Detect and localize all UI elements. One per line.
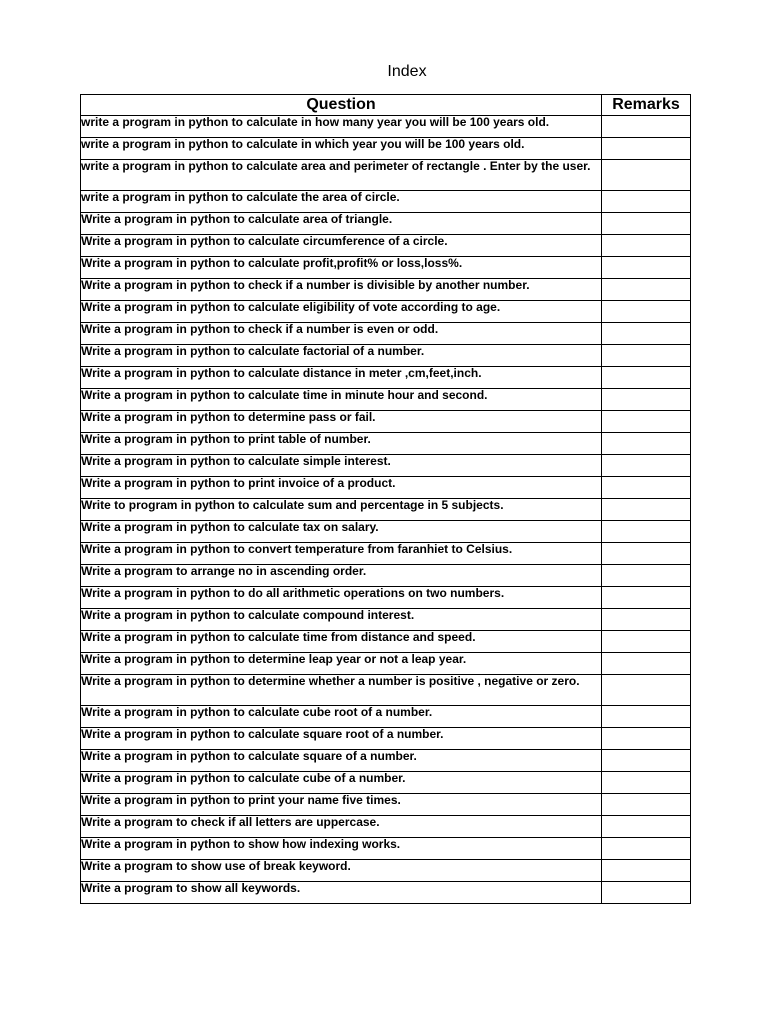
- question-cell: Write a program in python to check if a number is divisible by another number.: [81, 279, 602, 301]
- table-row: [81, 521, 691, 543]
- table-row: [81, 411, 691, 433]
- remarks-cell: [602, 565, 691, 587]
- table-row: [81, 367, 691, 389]
- table-row: [81, 728, 691, 750]
- remarks-cell: [602, 213, 691, 235]
- table-row: [81, 433, 691, 455]
- question-cell: write a program in python to calculate in how many year you will be 100 years old.: [81, 116, 602, 138]
- question-cell: Write a program in python to calculate square root of a number.: [81, 728, 602, 750]
- table-row: [81, 279, 691, 301]
- question-cell: Write a program in python to calculate area of triangle.: [81, 213, 602, 235]
- question-cell: Write a program in python to calculate profit,profit% or loss,loss%.: [81, 257, 602, 279]
- remarks-cell: [602, 728, 691, 750]
- remarks-cell: [602, 706, 691, 728]
- table-row: [81, 631, 691, 653]
- table-row: [81, 750, 691, 772]
- question-column-header: Question: [81, 95, 602, 116]
- table-row: [81, 345, 691, 367]
- question-cell: Write a program to arrange no in ascending order.: [81, 565, 602, 587]
- remarks-cell: [602, 116, 691, 138]
- table-row: [81, 860, 691, 882]
- question-cell: write a program in python to calculate in which year you will be 100 years old.: [81, 138, 602, 160]
- question-cell: Write a program in python to determine leap year or not a leap year.: [81, 653, 602, 675]
- question-cell: Write a program in python to calculate factorial of a number.: [81, 345, 602, 367]
- table-row: [81, 675, 691, 706]
- question-cell: Write a program in python to show how indexing works.: [81, 838, 602, 860]
- table-row: [81, 116, 691, 138]
- question-cell: Write a program in python to calculate circumference of a circle.: [81, 235, 602, 257]
- table-row: [81, 191, 691, 213]
- question-cell: Write a program in python to determine pass or fail.: [81, 411, 602, 433]
- question-cell: Write a program in python to do all arithmetic operations on two numbers.: [81, 587, 602, 609]
- table-row: [81, 838, 691, 860]
- table-row: [81, 587, 691, 609]
- index-table: [80, 94, 691, 904]
- remarks-column-header: Remarks: [602, 95, 691, 116]
- table-row: [81, 794, 691, 816]
- question-cell: Write a program in python to print your name five times.: [81, 794, 602, 816]
- question-cell: Write a program in python to calculate distance in meter ,cm,feet,inch.: [81, 367, 602, 389]
- remarks-cell: [602, 816, 691, 838]
- remarks-cell: [602, 301, 691, 323]
- remarks-cell: [602, 609, 691, 631]
- question-cell: Write a program in python to determine whether a number is positive , negative or zero.: [81, 675, 602, 706]
- remarks-cell: [602, 543, 691, 565]
- remarks-cell: [602, 138, 691, 160]
- table-row: [81, 477, 691, 499]
- remarks-cell: [602, 772, 691, 794]
- table-row: [81, 772, 691, 794]
- remarks-cell: [602, 838, 691, 860]
- remarks-cell: [602, 499, 691, 521]
- remarks-cell: [602, 323, 691, 345]
- remarks-cell: [602, 191, 691, 213]
- table-row: [81, 257, 691, 279]
- remarks-cell: [602, 882, 691, 904]
- remarks-cell: [602, 860, 691, 882]
- remarks-cell: [602, 345, 691, 367]
- table-body: [81, 116, 691, 904]
- remarks-cell: [602, 279, 691, 301]
- table-row: [81, 455, 691, 477]
- table-row: [81, 160, 691, 191]
- question-cell: Write a program in python to calculate compound interest.: [81, 609, 602, 631]
- question-cell: Write a program in python to print invoice of a product.: [81, 477, 602, 499]
- remarks-cell: [602, 750, 691, 772]
- question-cell: Write a program in python to calculate simple interest.: [81, 455, 602, 477]
- table-row: [81, 213, 691, 235]
- remarks-cell: [602, 389, 691, 411]
- remarks-cell: [602, 653, 691, 675]
- remarks-cell: [602, 477, 691, 499]
- table-row: [81, 323, 691, 345]
- table-row: [81, 653, 691, 675]
- question-cell: Write a program to show all keywords.: [81, 882, 602, 904]
- question-cell: Write a program in python to calculate eligibility of vote according to age.: [81, 301, 602, 323]
- question-cell: Write a program in python to calculate tax on salary.: [81, 521, 602, 543]
- remarks-cell: [602, 675, 691, 706]
- remarks-cell: [602, 631, 691, 653]
- table-row: [81, 235, 691, 257]
- remarks-cell: [602, 257, 691, 279]
- question-cell: Write to program in python to calculate sum and percentage in 5 subjects.: [81, 499, 602, 521]
- table-row: [81, 565, 691, 587]
- table-row: [81, 882, 691, 904]
- remarks-cell: [602, 794, 691, 816]
- remarks-cell: [602, 235, 691, 257]
- question-cell: Write a program in python to print table of number.: [81, 433, 602, 455]
- question-cell: Write a program in python to calculate square of a number.: [81, 750, 602, 772]
- question-cell: Write a program in python to convert temperature from faranhiet to Celsius.: [81, 543, 602, 565]
- question-cell: Write a program in python to calculate time in minute hour and second.: [81, 389, 602, 411]
- page-title: Index: [387, 63, 427, 80]
- table-row: [81, 301, 691, 323]
- remarks-cell: [602, 433, 691, 455]
- remarks-cell: [602, 411, 691, 433]
- question-cell: Write a program in python to check if a number is even or odd.: [81, 323, 602, 345]
- question-cell: Write a program to show use of break keyword.: [81, 860, 602, 882]
- table-row: [81, 543, 691, 565]
- header-row: [81, 95, 691, 116]
- remarks-cell: [602, 455, 691, 477]
- remarks-cell: [602, 367, 691, 389]
- remarks-cell: [602, 160, 691, 191]
- question-cell: Write a program in python to calculate time from distance and speed.: [81, 631, 602, 653]
- question-cell: write a program in python to calculate area and perimeter of rectangle . Enter by the user.: [81, 160, 602, 191]
- table-row: [81, 499, 691, 521]
- table-row: [81, 609, 691, 631]
- remarks-cell: [602, 587, 691, 609]
- table-row: [81, 389, 691, 411]
- table-row: [81, 138, 691, 160]
- question-cell: Write a program in python to calculate cube of a number.: [81, 772, 602, 794]
- question-cell: Write a program in python to calculate cube root of a number.: [81, 706, 602, 728]
- table-row: [81, 706, 691, 728]
- table-row: [81, 816, 691, 838]
- remarks-cell: [602, 521, 691, 543]
- question-cell: write a program in python to calculate the area of circle.: [81, 191, 602, 213]
- question-cell: Write a program to check if all letters are uppercase.: [81, 816, 602, 838]
